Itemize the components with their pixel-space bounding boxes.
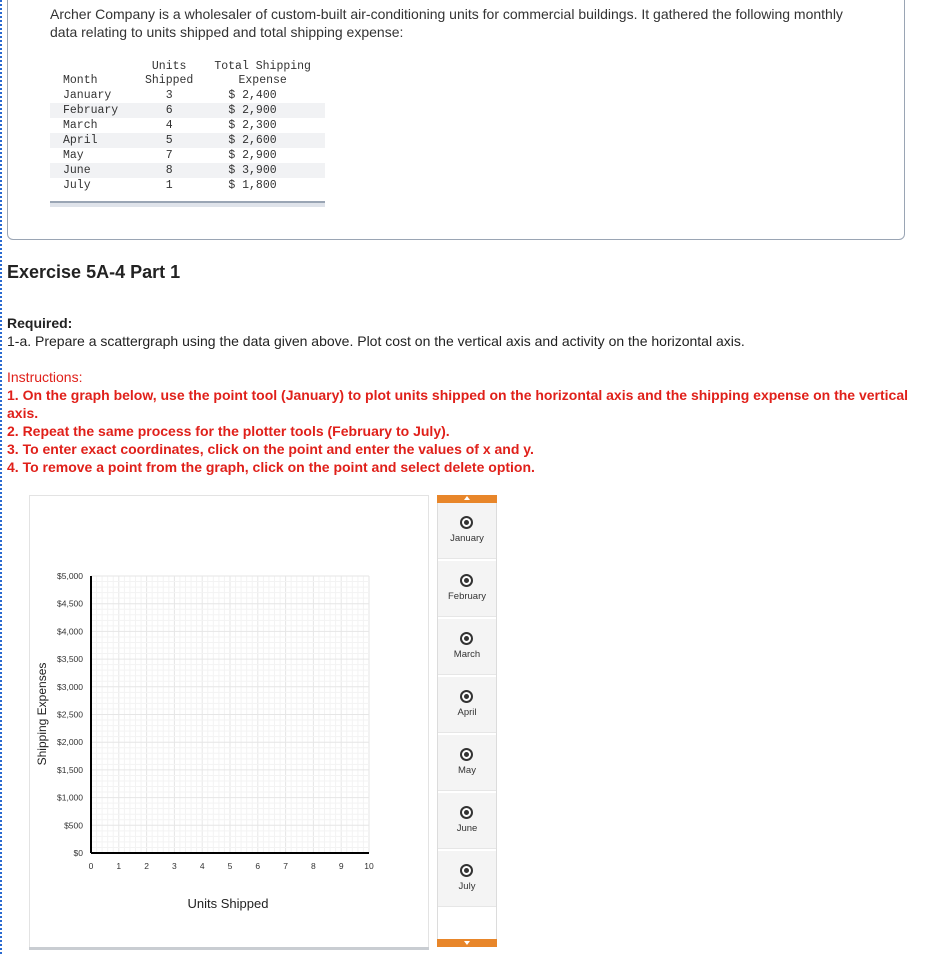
- header-month: Month: [63, 74, 98, 87]
- x-tick-label: 7: [283, 861, 288, 871]
- required-title: Required:: [7, 315, 73, 331]
- scroll-up-button[interactable]: [437, 495, 497, 503]
- cell-month: July: [63, 179, 91, 192]
- point-tool-icon: [460, 632, 473, 645]
- cell-units: 4: [165, 119, 173, 132]
- cell-expense: $ 1,800: [228, 179, 277, 192]
- point-tool-february[interactable]: [438, 561, 496, 617]
- cell-units: 1: [165, 179, 173, 192]
- point-tool-june[interactable]: [438, 793, 496, 849]
- y-tick-label: $0: [73, 848, 83, 858]
- required-text: 1-a. Prepare a scattergraph using the data given above. Plot cost on the vertical axis and activity on the horizontal axis.: [7, 333, 745, 349]
- point-tool-icon: [460, 864, 473, 877]
- plotter-tools-panel: [437, 495, 497, 947]
- y-tick-label: $2,500: [57, 709, 83, 720]
- header-units: Units Shipped: [145, 60, 194, 87]
- y-tick-label: $5,000: [57, 571, 83, 581]
- cell-month: February: [63, 104, 119, 117]
- point-tool-january[interactable]: [438, 503, 496, 559]
- point-tool-label: April: [457, 707, 477, 718]
- y-tick-label: $2,000: [57, 737, 83, 748]
- point-tool-label: January: [450, 533, 484, 544]
- cell-expense: $ 2,400: [228, 89, 277, 102]
- x-tick-label: 5: [227, 861, 233, 871]
- y-axis-title: Shipping Expenses: [35, 662, 49, 766]
- cell-expense: $ 2,600: [228, 134, 277, 147]
- x-tick-label: 1: [116, 861, 122, 871]
- point-tool-icon: [460, 516, 473, 529]
- point-tool-label: June: [456, 823, 478, 834]
- instruction-item-1: 1. On the graph below, use the point tool (January) to plot units shipped on the horizontal axis and the shipping expense on the vertical axis.: [7, 387, 909, 421]
- scroll-down-button[interactable]: [437, 939, 497, 947]
- cell-expense: $ 2,300: [228, 119, 277, 132]
- point-tool-label: February: [447, 591, 486, 602]
- y-tick-label: $4,500: [57, 598, 83, 609]
- x-tick-label: 9: [338, 861, 344, 871]
- cell-units: 3: [165, 89, 173, 102]
- cell-expense: $ 2,900: [228, 149, 277, 162]
- cell-expense: $ 2,900: [228, 104, 277, 117]
- cell-month: March: [63, 119, 98, 132]
- y-tick-label: $500: [64, 820, 83, 831]
- x-tick-label: 8: [311, 861, 316, 871]
- instruction-item-2: 2. Repeat the same process for the plotter tools (February to July).: [7, 423, 450, 439]
- header-expense: Total Shipping Expense: [214, 60, 311, 87]
- point-tool-april[interactable]: [438, 677, 496, 733]
- instruction-item-3: 3. To enter exact coordinates, click on the point and enter the values of x and y.: [7, 441, 534, 457]
- point-tool-label: July: [458, 881, 476, 892]
- point-tool-icon: [460, 690, 473, 703]
- cell-month: January: [63, 89, 112, 102]
- point-tool-label: May: [458, 765, 476, 776]
- y-tick-label: $1,500: [57, 764, 83, 775]
- x-tick-label: 0: [88, 861, 94, 871]
- cell-month: May: [63, 149, 84, 162]
- cell-expense: $ 3,900: [228, 164, 277, 177]
- y-tick-label: $4,000: [57, 626, 83, 637]
- cell-units: 8: [165, 164, 173, 177]
- point-tool-may[interactable]: [438, 735, 496, 791]
- arrow-down-icon: [464, 941, 470, 945]
- x-tick-label: 3: [172, 861, 177, 871]
- point-tool-july[interactable]: [438, 851, 496, 907]
- cell-units: 7: [165, 149, 173, 162]
- point-tool-icon: [460, 574, 473, 587]
- x-tick-label: 10: [364, 861, 374, 871]
- point-tool-march[interactable]: [438, 619, 496, 675]
- x-tick-label: 6: [255, 861, 261, 871]
- y-tick-label: $1,000: [57, 792, 83, 803]
- x-tick-label: 4: [199, 861, 205, 871]
- cell-units: 5: [165, 134, 173, 147]
- y-tick-label: $3,000: [57, 681, 83, 692]
- instruction-item-4: 4. To remove a point from the graph, click on the point and select delete option.: [7, 459, 535, 475]
- arrow-up-icon: [464, 496, 470, 500]
- cell-units: 6: [165, 104, 173, 117]
- cell-month: April: [63, 134, 98, 147]
- x-axis-title: Units Shipped: [187, 896, 269, 911]
- x-tick-label: 2: [144, 861, 149, 871]
- point-tool-icon: [460, 806, 473, 819]
- y-tick-label: $3,500: [57, 654, 83, 665]
- point-tool-label: March: [453, 649, 481, 660]
- point-tool-icon: [460, 748, 473, 761]
- intro-text: Archer Company is a wholesaler of custom-built air-conditioning units for commercial buildings. It gathered the following monthly data relating to units shipped and total shipping expense:: [50, 6, 843, 40]
- cell-month: June: [63, 164, 91, 177]
- exercise-title: Exercise 5A-4 Part 1: [7, 262, 181, 282]
- instructions-title: Instructions:: [7, 369, 83, 385]
